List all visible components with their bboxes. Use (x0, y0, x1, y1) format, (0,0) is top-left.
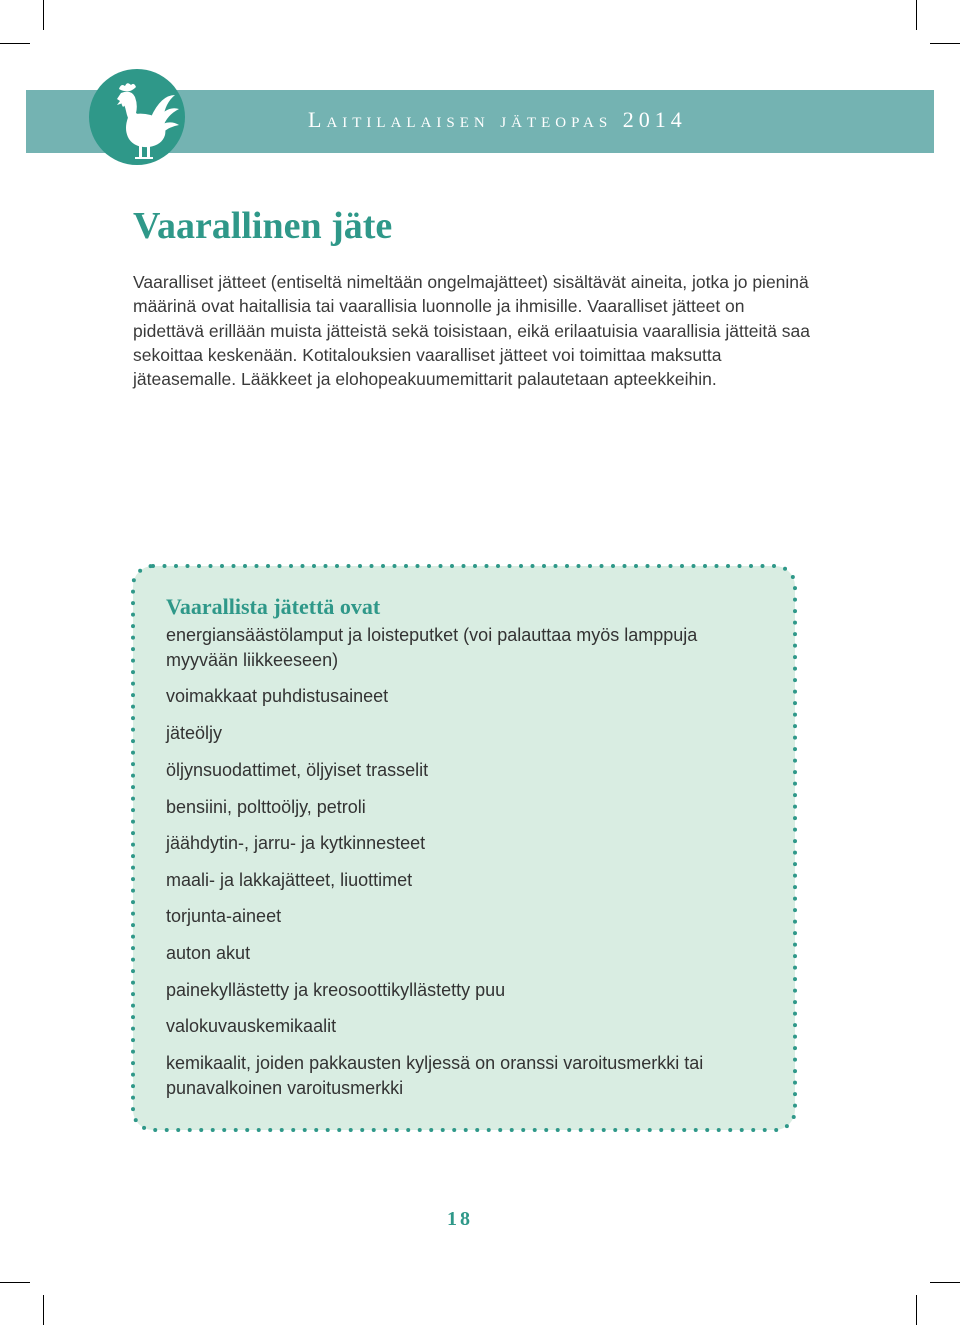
box-title: Vaarallista jätettä ovat (166, 594, 381, 619)
logo (89, 69, 185, 165)
list-item: torjunta-aineet (166, 906, 282, 926)
page-title: Vaarallinen jäte (133, 205, 393, 247)
crop-mark (930, 1282, 960, 1283)
page-number: 18 (447, 1208, 473, 1230)
crop-mark (0, 43, 30, 44)
crop-mark (43, 1295, 44, 1325)
rooster-icon (89, 69, 185, 165)
crop-mark (43, 0, 44, 30)
crop-mark (930, 43, 960, 44)
list-item: bensiini, polttoöljy, petroli (166, 797, 366, 817)
list-item: energiansäästölamput ja loisteputket (voi palauttaa myös lamppuja myyvään liikkeeseen) (166, 625, 698, 670)
list-item: öljynsuodattimet, öljyiset trasselit (166, 760, 429, 780)
list-item: jäähdytin-, jarru- ja kytkinnesteet (166, 833, 426, 853)
intro-paragraph: Vaaralliset jätteet (entiseltä nimeltään ongelmajätteet) sisältävät aineita, jotka jo pieninä määrinä ovat haitallisia tai vaarallisia luonnolle ja ihmisille. Vaaralliset jätteet on pidettävä erillään muista jätteistä sekä toisistaan, eikä erilaatuisia vaarallisia jätteitä saa sekoittaa keskenään. Kotitalouksien vaaralliset jätteet voi toimittaa maksutta jäteasemalle. Lääkkeet ja elohopeakuumemittarit palautetaan apteekkeihin. (133, 272, 811, 390)
header-title: Laitilalaisen jäteopas 2014 (308, 107, 687, 132)
list-item: kemikaalit, joiden pakkausten kyljessä on oranssi varoitusmerkki tai punavalkoinen varoitusmerkki (166, 1053, 704, 1098)
list-item: voimakkaat puhdistusaineet (166, 686, 389, 706)
list-item: jäteöljy (166, 723, 223, 743)
crop-mark (916, 0, 917, 30)
list-item: valokuvauskemikaalit (166, 1016, 337, 1036)
crop-mark (916, 1295, 917, 1325)
crop-mark (0, 1282, 30, 1283)
list-item: painekyllästetty ja kreosoottikyllästetty puu (166, 980, 506, 1000)
list-item: maali- ja lakkajätteet, liuottimet (166, 870, 413, 890)
list-item: auton akut (166, 943, 251, 963)
